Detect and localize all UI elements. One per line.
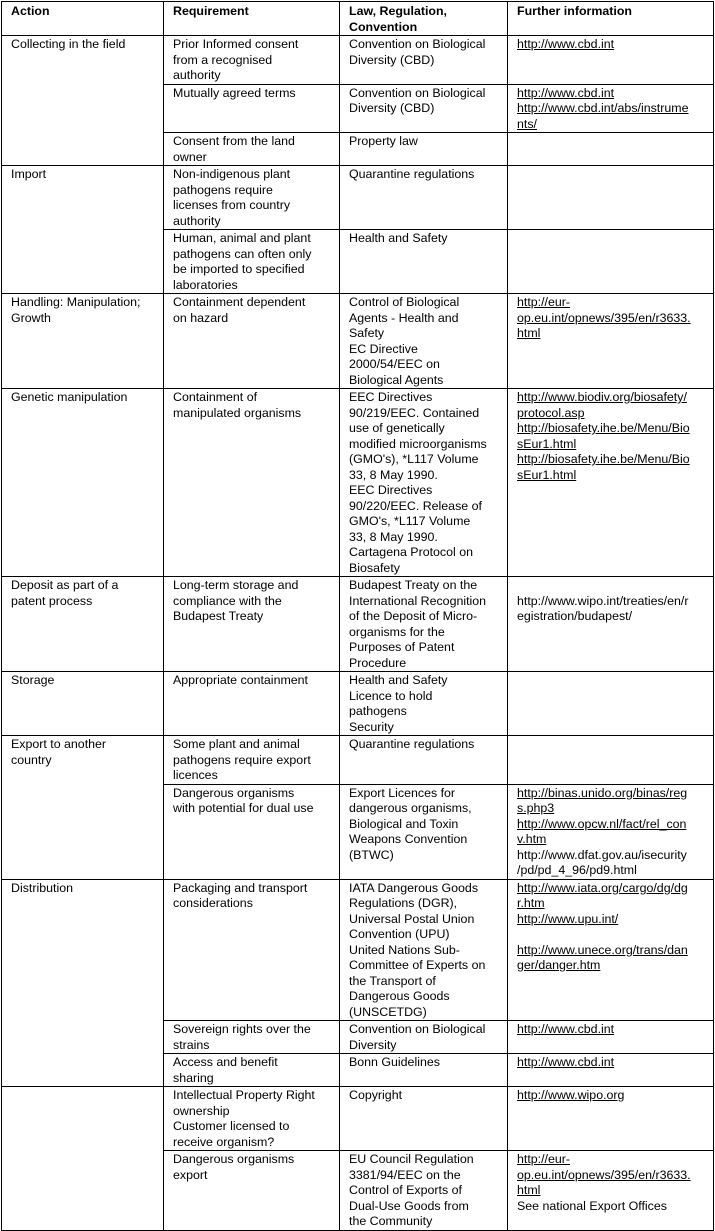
requirement-cell: Consent from the land owner	[164, 133, 340, 166]
law-cell: EEC Directives 90/219/EEC. Contained use of genetically modified microorganisms (GMO's), *L117 Volume 33, 8 May 1990. EEC Directives 90/220/EEC. Release of GMO's, *L117 Volume 33, 8 May 1990. Cartagena Protocol on Biosafety	[340, 389, 508, 577]
table-row	[2, 389, 714, 577]
info-link[interactable]: sEur1.html	[517, 467, 577, 482]
info-cell	[508, 166, 714, 230]
info-link[interactable]: http://www.cbd.int	[517, 37, 615, 51]
info-cell	[508, 784, 714, 879]
info-cell	[508, 1151, 714, 1231]
law-cell: EU Council Regulation 3381/94/EEC on the Control of Exports of Dual-Use Goods from the Community	[340, 1151, 508, 1231]
info-cell	[508, 84, 714, 133]
info-text: http://www.wipo.int/treaties/en/r	[517, 593, 689, 608]
info-link[interactable]: protocol.asp	[517, 405, 585, 420]
info-link[interactable]: http://www.opcw.nl/fact/rel_con	[517, 816, 687, 831]
law-cell: Convention on Biological Diversity	[340, 1021, 508, 1054]
info-cell	[508, 230, 714, 294]
info-cell	[508, 36, 714, 85]
law-cell: Export Licences for dangerous organisms, Biological and Toxin Weapons Convention (BTWC)	[340, 784, 508, 879]
table-row	[2, 36, 714, 85]
info-cell	[508, 736, 714, 785]
requirement-cell: Mutually agreed terms	[164, 84, 340, 133]
law-cell: Bonn Guidelines	[340, 1054, 508, 1087]
info-link[interactable]: http://www.unece.org/trans/dan	[517, 942, 688, 957]
info-link[interactable]: html	[517, 1183, 541, 1197]
info-link[interactable]: http://binas.unido.org/binas/reg	[517, 785, 688, 800]
info-link[interactable]: http://eur-	[517, 1152, 571, 1166]
action-cell: Storage	[2, 672, 164, 736]
info-link[interactable]: http://biosafety.ihe.be/Menu/Bio	[517, 421, 690, 435]
law-cell: Quarantine regulations	[340, 166, 508, 230]
action-cell: Deposit as part of a patent process	[2, 577, 164, 672]
requirement-cell: Dangerous organisms with potential for dual use	[164, 784, 340, 879]
action-cell: Distribution	[2, 879, 164, 1087]
info-text: http://www.dfat.gov.au/isecurity	[517, 847, 687, 862]
info-link[interactable]: r.htm	[517, 896, 545, 910]
table-row	[2, 879, 714, 1021]
table-row	[2, 736, 714, 785]
info-link[interactable]: http://www.biodiv.org/biosafety/	[517, 390, 687, 404]
law-cell: Budapest Treaty on the International Recognition of the Deposit of Micro- organisms for the Purposes of Patent Procedure	[340, 577, 508, 672]
law-cell: Property law	[340, 133, 508, 166]
info-text: egistration/budapest/	[517, 609, 633, 623]
info-link[interactable]: http://www.upu.int/	[517, 911, 619, 926]
law-cell: Health and Safety Licence to hold pathogens Security	[340, 672, 508, 736]
info-link[interactable]: http://www.cbd.int	[517, 1022, 615, 1036]
action-cell: Handling: Manipulation; Growth	[2, 294, 164, 389]
info-cell	[508, 577, 714, 672]
info-link[interactable]: http://www.cbd.int	[517, 85, 615, 100]
info-link[interactable]: http://www.iata.org/cargo/dg/dg	[517, 880, 688, 895]
law-cell: Quarantine regulations	[340, 736, 508, 785]
requirement-cell: Human, animal and plant pathogens can often only be imported to specified laboratories	[164, 230, 340, 294]
table-row	[2, 294, 714, 389]
info-link[interactable]: nts/	[517, 116, 537, 131]
requirement-cell: Access and benefit sharing	[164, 1054, 340, 1087]
requirement-cell: Containment dependent on hazard	[164, 294, 340, 389]
info-text: /pd/pd_4_96/pd9.html	[517, 863, 637, 877]
table-row	[2, 577, 714, 672]
info-link[interactable]: v.htm	[517, 832, 547, 846]
info-cell	[508, 389, 714, 577]
info-cell	[508, 1054, 714, 1087]
info-cell	[508, 672, 714, 736]
info-cell	[508, 1021, 714, 1054]
requirement-cell: Packaging and transport considerations	[164, 879, 340, 1021]
table-row	[2, 1087, 714, 1151]
info-cell	[508, 294, 714, 389]
law-cell: Convention on Biological Diversity (CBD)	[340, 84, 508, 133]
law-cell: Health and Safety	[340, 230, 508, 294]
info-link[interactable]: http://www.cbd.int/abs/instrume	[517, 101, 689, 115]
action-cell: Import	[2, 166, 164, 294]
law-cell: Copyright	[340, 1087, 508, 1151]
action-cell: Genetic manipulation	[2, 389, 164, 577]
action-cell: Export to another country	[2, 736, 164, 880]
info-link[interactable]: html	[517, 326, 541, 340]
law-cell: Control of Biological Agents - Health and Safety EC Directive 2000/54/EEC on Biological Agents	[340, 294, 508, 389]
action-cell: Collecting in the field	[2, 36, 164, 166]
regulations-table	[1, 1, 714, 1231]
info-text: See national Export Offices	[517, 1198, 667, 1213]
info-link[interactable]: http://www.wipo.org	[517, 1088, 625, 1102]
info-cell	[508, 133, 714, 166]
requirement-cell: Non-indigenous plant pathogens require licenses from country authority	[164, 166, 340, 230]
law-cell: IATA Dangerous Goods Regulations (DGR), Universal Postal Union Convention (UPU) United Nations Sub- Committee of Experts on the Transport of Dangerous Goods (UNSCETDG)	[340, 879, 508, 1021]
info-link[interactable]: ger/danger.htm	[517, 958, 601, 972]
info-link[interactable]: http://biosafety.ihe.be/Menu/Bio	[517, 452, 690, 466]
info-link[interactable]: op.eu.int/opnews/395/en/r3633.	[517, 310, 691, 325]
info-link[interactable]: http://eur-	[517, 295, 571, 309]
header-row	[2, 2, 714, 36]
requirement-cell: Long-term storage and compliance with the Budapest Treaty	[164, 577, 340, 672]
requirement-cell: Containment of manipulated organisms	[164, 389, 340, 577]
header-law: Law, Regulation, Convention	[340, 2, 508, 36]
law-cell: Convention on Biological Diversity (CBD)	[340, 36, 508, 85]
requirement-cell: Some plant and animal pathogens require export licences	[164, 736, 340, 785]
requirement-cell: Sovereign rights over the strains	[164, 1021, 340, 1054]
info-link[interactable]: op.eu.int/opnews/395/en/r3633.	[517, 1167, 691, 1182]
info-link[interactable]: s.php3	[517, 801, 555, 815]
header-action: Action	[2, 2, 164, 36]
requirement-cell: Appropriate containment	[164, 672, 340, 736]
table-row	[2, 166, 714, 230]
header-further-info: Further information	[508, 2, 714, 36]
info-link[interactable]: http://www.cbd.int	[517, 1055, 615, 1069]
action-cell	[2, 1087, 164, 1231]
requirement-cell: Prior Informed consent from a recognised authority	[164, 36, 340, 85]
requirement-cell: Intellectual Property Right ownership Customer licensed to receive organism?	[164, 1087, 340, 1151]
requirement-cell: Dangerous organisms export	[164, 1151, 340, 1231]
table-row	[2, 672, 714, 736]
info-cell	[508, 1087, 714, 1151]
info-link[interactable]: sEur1.html	[517, 436, 577, 451]
header-requirement: Requirement	[164, 2, 340, 36]
info-cell	[508, 879, 714, 1021]
